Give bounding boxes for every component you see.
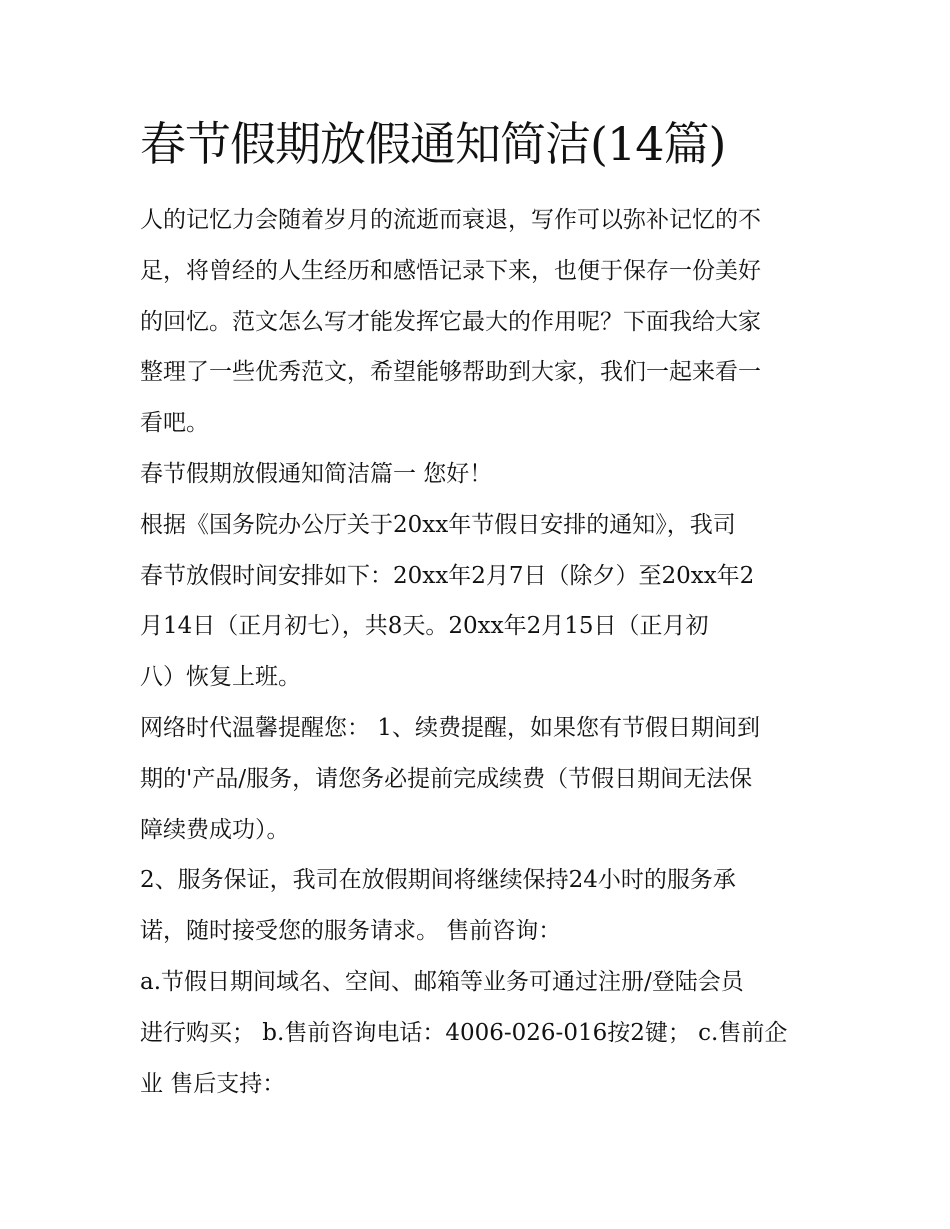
text-line: 春节假期放假通知简洁篇一 您好！ — [140, 460, 493, 487]
text-line: a.节假日期间域名、空间、邮箱等业务可通过注册/登陆会员 — [140, 968, 744, 995]
paragraph — [140, 500, 840, 703]
document-body — [140, 195, 840, 1109]
text-line: 进行购买； b.售前咨询电话：4006-026-016按2键； c.售前企 — [140, 1019, 788, 1046]
text-line: 整理了一些优秀范文，希望能够帮助到大家，我们一起来看一 — [140, 359, 761, 386]
text-line: 月14日（正月初七），共8天。20xx年2月15日（正月初 — [140, 613, 709, 640]
text-line: 看吧。 — [140, 410, 209, 437]
paragraph — [140, 195, 840, 449]
text-line: 足，将曾经的人生经历和感悟记录下来，也便于保存一份美好 — [140, 257, 761, 284]
text-line: 的回忆。范文怎么写才能发挥它最大的作用呢？下面我给大家 — [140, 308, 761, 335]
text-line: 2、服务保证，我司在放假期间将继续保持24小时的服务承 — [140, 867, 736, 894]
text-line: 春节放假时间安排如下：20xx年2月7日（除夕）至20xx年2 — [140, 562, 755, 589]
text-line: 诺，随时接受您的服务请求。 售前咨询： — [140, 918, 562, 945]
text-line: 根据《国务院办公厅关于20xx年节假日安排的通知》，我司 — [140, 511, 736, 538]
text-line: 网络时代温馨提醒您： 1、续费提醒，如果您有节假日期间到 — [140, 714, 760, 741]
text-line: 人的记忆力会随着岁月的流逝而衰退，写作可以弥补记忆的不 — [140, 207, 761, 233]
paragraph — [140, 855, 840, 957]
text-line: 期的'产品/服务，请您务必提前完成续费（节假日期间无法保 — [140, 765, 753, 792]
page-title: 春节假期放假通知简洁(14篇) — [140, 117, 726, 171]
text-line: 障续费成功）。 — [140, 816, 290, 843]
paragraph — [140, 957, 840, 1109]
paragraph — [140, 449, 840, 500]
text-line: 业 售后支持： — [140, 1070, 286, 1097]
paragraph — [140, 703, 840, 855]
text-line: 八）恢复上班。 — [140, 664, 301, 691]
